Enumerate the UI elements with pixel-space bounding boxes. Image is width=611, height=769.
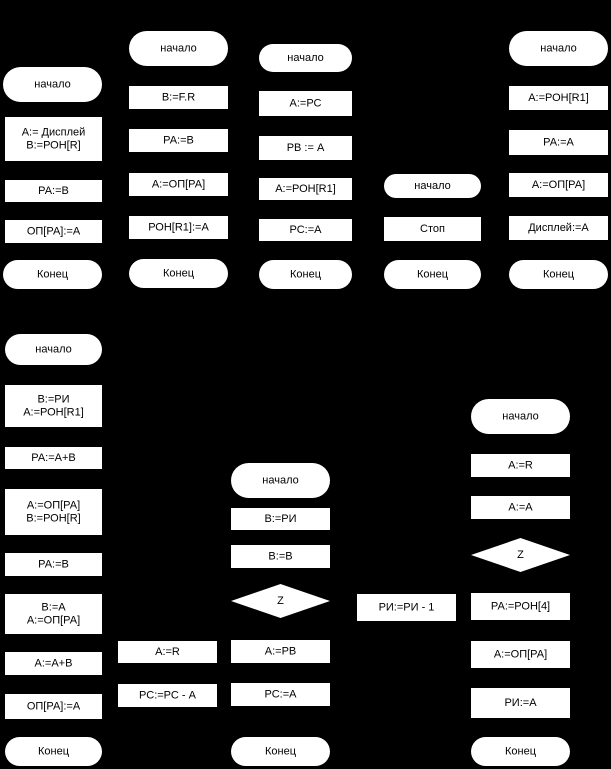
node-label: А:=ОП[РА] <box>151 178 206 191</box>
flowchart-process-node <box>509 173 608 197</box>
node-label: РИ:=А <box>504 697 537 709</box>
flowchart-terminal-node <box>231 463 330 498</box>
node-label: А:=РС <box>289 97 322 110</box>
flowchart-process-node <box>5 489 102 535</box>
node-label: В:=РИ <box>37 393 70 406</box>
node-label: А:=ОП[РА] <box>493 648 548 661</box>
flowchart-terminal-node <box>384 260 481 289</box>
flowchart-process-node <box>471 593 570 620</box>
flowchart-process-node <box>5 553 102 576</box>
node-label: Конец <box>542 268 575 281</box>
flowchart-process-node <box>129 129 228 152</box>
node-label: А:=R <box>508 459 533 472</box>
node-label: Стоп <box>420 223 445 235</box>
flowchart-process-node <box>471 454 570 477</box>
flowchart-process-node <box>471 641 570 668</box>
flowchart-process-node <box>5 220 102 243</box>
flowchart-process-node <box>509 216 608 240</box>
node-label: Конец <box>504 745 537 758</box>
flowchart-terminal-node <box>471 399 570 434</box>
node-label: А:=РВ <box>264 645 297 658</box>
flowchart-process-node <box>129 86 228 109</box>
node-label: начало <box>414 180 451 192</box>
node-label: А:=А+В <box>34 657 73 670</box>
node-label: РА:=В <box>163 134 194 147</box>
node-label: Конец <box>37 745 70 758</box>
flowchart-process-node <box>471 688 570 718</box>
flowchart-process-node <box>129 173 228 196</box>
flowchart-terminal-node <box>129 31 228 66</box>
node-label: РА:=А <box>543 136 574 149</box>
node-label: начало <box>287 52 324 64</box>
flowchart-process-node <box>259 178 352 200</box>
node-label: А:=А <box>508 501 533 514</box>
flowchart-process-node <box>384 217 481 241</box>
flowchart-process-node <box>118 641 217 663</box>
flowchart-terminal-node <box>471 737 570 766</box>
flowchart-process-node <box>357 594 456 621</box>
node-label: В:=А <box>41 601 66 614</box>
node-label: Z <box>517 549 524 561</box>
flowchart-terminal-node <box>5 334 102 365</box>
flowchart-terminal-node <box>3 260 102 289</box>
node-label: РС:=РС - А <box>139 689 196 702</box>
node-label: РОН[R1]:=А <box>148 221 209 234</box>
flowchart-process-node <box>259 91 352 116</box>
node-label: ОП[РА]:=А <box>26 700 81 713</box>
node-label: Конец <box>162 267 195 280</box>
flowchart-process-node <box>509 130 608 155</box>
node-label: А:=R <box>155 646 180 658</box>
node-label: ОП[РА]:=А <box>26 225 81 238</box>
flowchart-process-node <box>259 219 352 241</box>
node-label: В:=В <box>268 550 293 563</box>
flowchart-terminal-node <box>509 260 608 289</box>
node-label: Конец <box>264 745 297 758</box>
node-label: A:= Дисплей <box>21 126 86 139</box>
flowchart-terminal-node <box>384 174 481 198</box>
node-label: B:=F.R <box>161 91 196 104</box>
flowchart-terminal-node <box>509 31 608 66</box>
node-label: начало <box>160 42 197 55</box>
node-label: А:=ОП[РА] <box>531 179 586 191</box>
node-label: РА:=В <box>38 558 69 571</box>
node-label: начало <box>35 343 72 356</box>
node-label: РА:=РОН[4] <box>490 600 551 613</box>
node-label: РА:=А+В <box>31 452 76 464</box>
flowchart-process-node <box>5 117 102 161</box>
flowchart-process-node <box>231 508 330 530</box>
flowchart-process-node <box>509 86 608 110</box>
node-label: начало <box>262 474 299 487</box>
flowchart-process-node <box>5 180 102 202</box>
node-label: B:=РОН[R] <box>26 139 81 152</box>
node-label: Конец <box>416 268 449 281</box>
node-label: А:=ОП[РА] <box>26 614 81 627</box>
node-label: начало <box>540 42 577 55</box>
flowchart-process-node <box>129 216 228 239</box>
node-label: В:=РИ <box>264 513 297 525</box>
flowchart-process-node <box>5 694 102 719</box>
flowchart-process-node <box>5 652 102 675</box>
flowchart-process-node <box>231 640 330 663</box>
node-label: А:=РОН[R1] <box>23 406 84 419</box>
flowchart-terminal-node <box>231 737 330 766</box>
node-label: А:=РОН[R1] <box>528 92 589 104</box>
node-label: А:=ОП[РА] <box>26 499 81 512</box>
flowchart-process-node <box>471 496 570 519</box>
flowchart-terminal-node <box>5 737 102 766</box>
flowchart-terminal-node <box>259 44 352 72</box>
flowchart-terminal-node <box>129 259 228 288</box>
flowchart-process-node <box>231 683 330 706</box>
node-label: РИ:=РИ - 1 <box>378 601 435 614</box>
node-label: РВ := А <box>286 142 325 154</box>
flowchart-process-node <box>5 594 102 634</box>
node-label: РА:=В <box>38 185 69 197</box>
flowchart-process-node <box>231 545 330 568</box>
node-label: начало <box>502 410 539 423</box>
node-label: начало <box>34 78 71 91</box>
flowchart-terminal-node <box>259 260 352 289</box>
flowchart-process-node <box>5 385 102 427</box>
node-label: А:=РОН[R1] <box>275 183 336 195</box>
node-label: Конец <box>289 268 322 281</box>
node-label: РС:=А <box>264 688 297 701</box>
node-label: Z <box>277 595 284 607</box>
flowchart-process-node <box>259 136 352 160</box>
node-label: Конец <box>36 268 69 281</box>
node-label: Дисплей:=А <box>528 222 589 234</box>
flowchart-process-node <box>5 447 102 469</box>
node-label: РС:=А <box>289 224 322 236</box>
flowchart-terminal-node <box>3 67 102 102</box>
node-label: В:=РОН[R] <box>26 512 81 525</box>
flowchart-process-node <box>118 684 217 707</box>
